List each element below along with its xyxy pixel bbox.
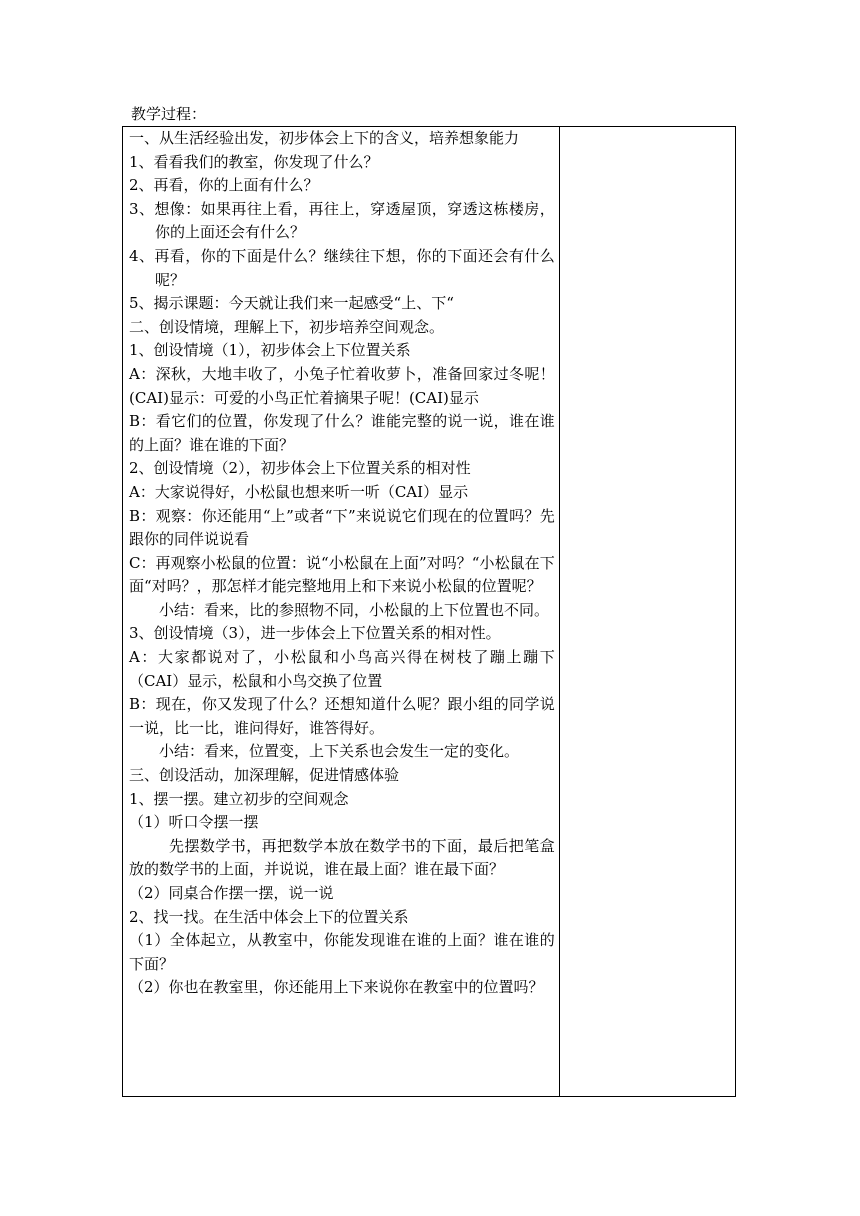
list-item: B：观察：你还能用“上”或者“下”来说说它们现在的位置吗？先跟你的同伴说说看: [129, 506, 555, 549]
summary-item: 小结：看来，位置变，上下关系也会发生一定的变化。: [159, 742, 520, 761]
section-heading: 教学过程：: [131, 105, 207, 123]
list-item: 3、创设情境（3），进一步体会上下位置关系的相对性。: [129, 624, 501, 643]
list-item: （2）你也在教室里，你还能用上下来说你在教室中的位置吗？: [129, 978, 544, 997]
list-item: 三、创设活动，加深理解，促进情感体验: [129, 766, 400, 785]
teaching-process-cell: [123, 127, 560, 1097]
list-item: A：大家说得好，小松鼠也想来听一听（CAI）显示: [129, 482, 469, 501]
list-item: 1、看看我们的教室，你发现了什么？: [129, 152, 379, 171]
list-item: C：再观察小松鼠的位置：说“小松鼠在上面”对吗？“小松鼠在下面“对吗？，那怎样才能完整地用上和下来说小松鼠的位置呢？: [129, 553, 555, 596]
list-item: 4、再看，你的下面是什么？继续往下想，你的下面还会有什么呢？: [129, 246, 555, 289]
list-item: A：大家都说对了，小松鼠和小鸟高兴得在树枝了蹦上蹦下（CAI）显示，松鼠和小鸟交换了位置: [129, 648, 555, 690]
table-row: [123, 127, 736, 1097]
teaching-process-content: [123, 127, 559, 1000]
list-item: 二、创设情境，理解上下，初步培养空间观念。: [129, 317, 445, 336]
list-item: （1）听口令摆一摆: [129, 813, 259, 832]
list-item: 1、摆一摆。建立初步的空间观念: [129, 789, 349, 808]
list-item: 3、想像：如果再往上看，再往上，穿透屋顶，穿透这栋楼房，你的上面还会有什么？: [129, 199, 555, 242]
list-item: 2、找一找。在生活中体会上下的位置关系: [129, 907, 409, 926]
lesson-plan-table: [122, 126, 736, 1097]
list-item: 2、再看，你的上面有什么？: [129, 176, 319, 195]
list-item: A：深秋，大地丰收了，小兔子忙着收萝卜，准备回家过冬呢！(CAI)显示：可爱的小鸟正忙着摘果子呢！(CAI)显示: [129, 364, 555, 407]
notes-cell: [559, 127, 735, 1097]
list-item: 一、从生活经验出发，初步体会上下的含义，培养想象能力: [129, 129, 520, 147]
list-item: 2、创设情境（2），初步体会上下位置关系的相对性: [129, 459, 471, 478]
summary-item: 小结：看来，比的参照物不同，小松鼠的上下位置也不同。: [159, 600, 550, 619]
list-item: 先摆数学书，再把数学本放在数学书的下面，最后把笔盒放的数学书的上面，并说说，谁在最上面？谁在最下面？: [129, 836, 555, 879]
list-item: 1、创设情境（1），初步体会上下位置关系: [129, 341, 411, 360]
list-item: （2）同桌合作摆一摆，说一说: [129, 884, 334, 902]
list-item: （1）全体起立，从教室中，你能发现谁在谁的上面？谁在谁的下面？: [129, 931, 555, 973]
list-item: B：现在，你又发现了什么？还想知道什么呢？跟小组的同学说一说，比一比，谁问得好，谁答得好。: [129, 695, 555, 737]
list-item: B：看它们的位置，你发现了什么？谁能完整的说一说，谁在谁的上面？谁在谁的下面？: [129, 412, 555, 454]
list-item: 5、揭示课题：今天就让我们来一起感受“上、下“: [129, 294, 454, 313]
